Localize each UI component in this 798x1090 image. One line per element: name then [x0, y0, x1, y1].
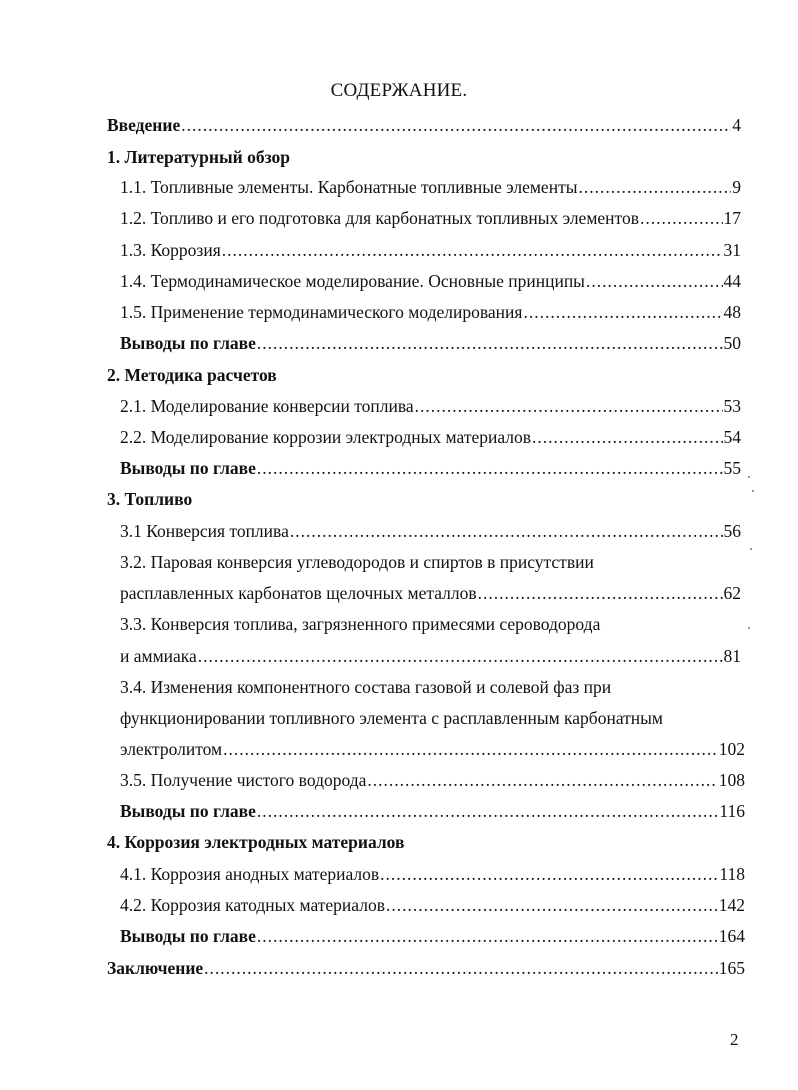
toc-label: расплавленных карбонатов щелочных металлов [120, 583, 477, 603]
dot-leader [257, 457, 723, 479]
dot-leader [386, 894, 718, 916]
dot-leader [204, 957, 718, 979]
scan-speck [752, 490, 754, 492]
toc-page-number: 116 [719, 801, 745, 821]
toc-entry-3-5[interactable] [120, 769, 745, 791]
toc-page-number: 62 [723, 583, 741, 603]
toc-label: Заключение [107, 958, 204, 978]
toc-label: 2.1. Моделирование конверсии топлива [120, 396, 414, 416]
toc-page-number: 54 [723, 427, 741, 447]
toc-label: 4.1. Коррозия анодных материалов [120, 864, 380, 884]
toc-label: 1. Литературный обзор [107, 147, 290, 167]
toc-entry-2-2[interactable] [120, 426, 741, 448]
toc-label: 3.1 Конверсия топлива [120, 521, 289, 541]
toc-label: 3.4. Изменения компонентного состава газовой и солевой фаз при [120, 677, 612, 697]
toc-entry-3-3-line-1[interactable] [120, 613, 600, 635]
toc-label: 4. Коррозия электродных материалов [107, 832, 405, 852]
toc-label: 4.2. Коррозия катодных материалов [120, 895, 385, 915]
toc-entry-1-1[interactable] [120, 176, 741, 198]
dot-leader [290, 520, 723, 542]
dot-leader [257, 332, 723, 354]
toc-page-number: 108 [718, 770, 745, 790]
toc-label: 1.2. Топливо и его подготовка для карбонатных топливных элементов [120, 208, 639, 228]
toc-entry-1-5[interactable] [120, 301, 741, 323]
scan-speck [748, 476, 750, 478]
toc-entry-2-1[interactable] [120, 395, 741, 417]
toc-page-number: 17 [723, 208, 741, 228]
scan-speck [750, 548, 752, 550]
toc-page-number: 165 [718, 958, 745, 978]
toc-chapter-1-heading[interactable] [107, 146, 290, 168]
toc-label: 2.2. Моделирование коррозии электродных материалов [120, 427, 532, 447]
toc-page-number: 81 [723, 646, 741, 666]
toc-entry-chapter-4-conclusions[interactable] [120, 925, 745, 947]
dot-leader [367, 769, 717, 791]
page-title: СОДЕРЖАНИЕ. [330, 80, 468, 101]
toc-label: 3. Топливо [107, 489, 193, 509]
toc-label: Введение [107, 115, 181, 135]
dot-leader [640, 207, 723, 229]
dot-leader [523, 301, 722, 323]
toc-entry-introduction[interactable] [107, 114, 741, 136]
toc-entry-chapter-3-conclusions[interactable] [120, 800, 745, 822]
toc-label: Выводы по главе [120, 458, 256, 478]
toc-entry-4-2[interactable] [120, 894, 745, 916]
toc-page-number: 118 [719, 864, 745, 884]
toc-entry-conclusion[interactable] [107, 957, 745, 979]
dot-leader [222, 239, 723, 261]
toc-page-number: 164 [718, 926, 745, 946]
dot-leader [198, 645, 723, 667]
toc-label: 1.4. Термодинамическое моделирование. Основные принципы [120, 271, 585, 291]
toc-chapter-3-heading[interactable] [107, 488, 192, 510]
toc-page-number: 102 [718, 739, 745, 759]
toc-label: 2. Методика расчетов [107, 365, 277, 385]
toc-page-number: 31 [723, 240, 741, 260]
toc-label: функционировании топливного элемента с расплавленным карбонатным [120, 708, 663, 728]
page-number: 2 [730, 1030, 739, 1049]
dot-leader [578, 176, 731, 198]
scan-speck [748, 627, 750, 629]
toc-label: 3.5. Получение чистого водорода [120, 770, 367, 790]
toc-chapter-2-heading[interactable] [107, 364, 277, 386]
toc-label: 3.2. Паровая конверсия углеводородов и спиртов в присутствии [120, 552, 594, 572]
toc-label: Выводы по главе [120, 926, 256, 946]
dot-leader [532, 426, 722, 448]
dot-leader [181, 114, 731, 136]
toc-page-number: 9 [732, 177, 741, 197]
toc-page-number: 4 [732, 115, 741, 135]
toc-label: 1.1. Топливные элементы. Карбонатные топливные элементы [120, 177, 578, 197]
dot-leader [478, 582, 723, 604]
toc-page-number: 53 [723, 396, 741, 416]
toc-entry-3-1[interactable] [120, 520, 741, 542]
dot-leader [257, 925, 718, 947]
dot-leader [257, 800, 719, 822]
toc-label: 3.3. Конверсия топлива, загрязненного примесями сероводорода [120, 614, 601, 634]
toc-entry-3-4-line-3[interactable] [120, 738, 745, 760]
toc-page-number: 48 [723, 302, 741, 322]
toc-label: и аммиака [120, 646, 197, 666]
toc-page-number: 56 [723, 521, 741, 541]
dot-leader [223, 738, 718, 760]
toc-entry-1-4[interactable] [120, 270, 741, 292]
dot-leader [380, 863, 718, 885]
toc-entry-chapter-1-conclusions[interactable] [120, 332, 741, 354]
toc-entry-3-2-line-2[interactable] [120, 582, 741, 604]
toc-entry-chapter-2-conclusions[interactable] [120, 457, 741, 479]
toc-entry-1-3[interactable] [120, 239, 741, 261]
toc-entry-3-3-line-2[interactable] [120, 645, 741, 667]
toc-entry-3-2-line-1[interactable] [120, 551, 594, 573]
toc-label: 1.3. Коррозия [120, 240, 221, 260]
toc-page-number: 50 [723, 333, 741, 353]
toc-label: 1.5. Применение термодинамического моделирования [120, 302, 523, 322]
toc-chapter-4-heading[interactable] [107, 831, 404, 853]
toc-entry-4-1[interactable] [120, 863, 745, 885]
dot-leader [586, 270, 723, 292]
toc-page-number: 142 [718, 895, 745, 915]
toc-label: Выводы по главе [120, 333, 256, 353]
toc-entry-3-4-line-2[interactable] [120, 707, 663, 729]
toc-page-number: 55 [723, 458, 741, 478]
toc-label: Выводы по главе [120, 801, 256, 821]
dot-leader [415, 395, 723, 417]
toc-label: электролитом [120, 739, 223, 759]
toc-page-number: 44 [723, 271, 741, 291]
toc-entry-3-4-line-1[interactable] [120, 676, 611, 698]
toc-entry-1-2[interactable] [120, 207, 741, 229]
